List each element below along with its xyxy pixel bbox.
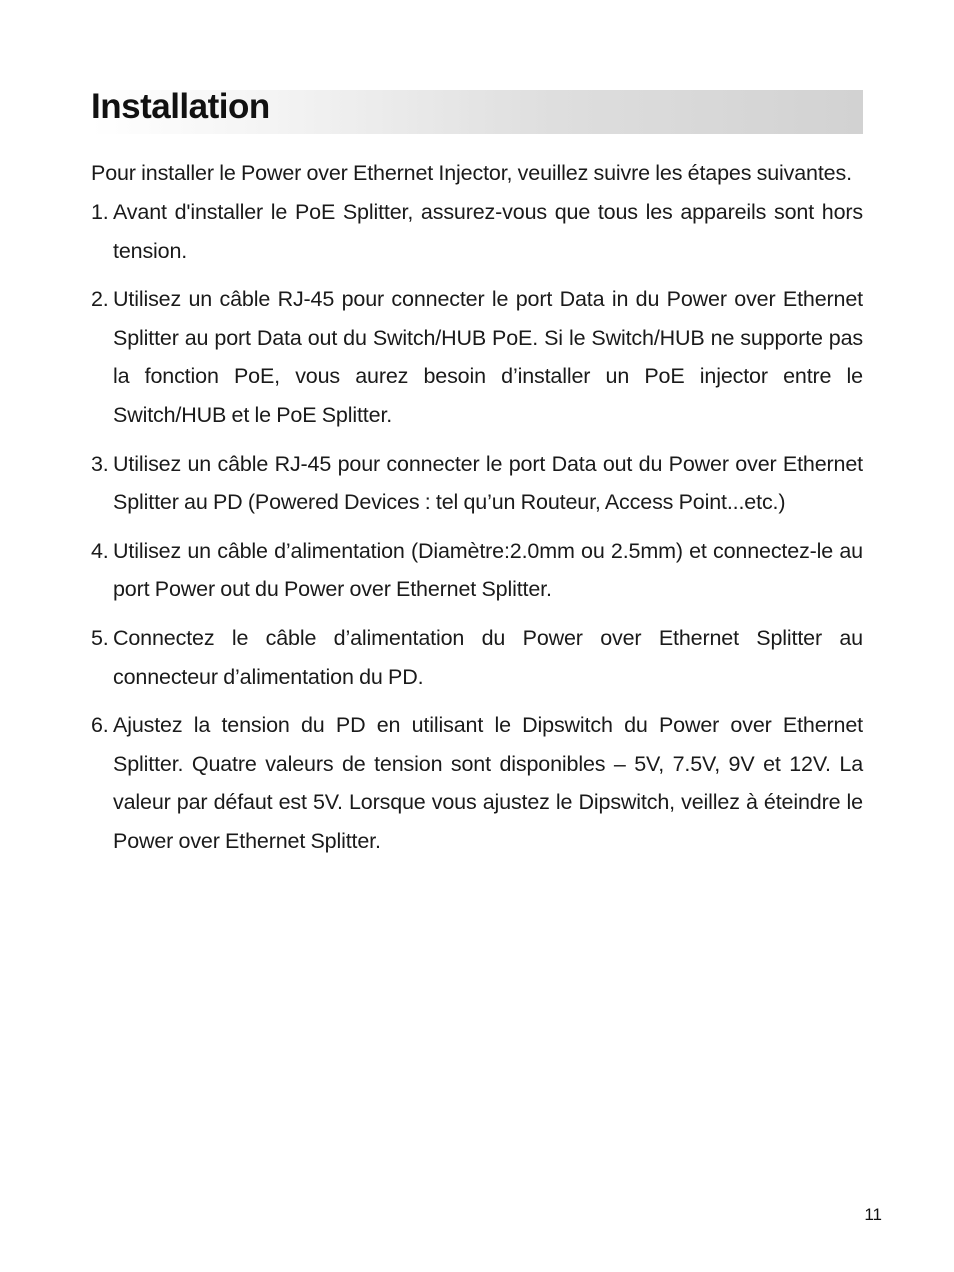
step-number: 2. (91, 286, 109, 311)
step-text: Ajustez la tension du PD en utilisant le Dipswitch du Power over Ethernet Splitter. Quatre valeurs de tension sont disponibles – 5V, 7.5V, 9V et 12V. La valeur par défaut est 5V. Lorsque vous ajustez le Dipswitch, veillez à éteindre le Power over Ethernet Splitter. (113, 712, 863, 854)
step-text: Avant d'installer le PoE Splitter, assurez-vous que tous les appareils sont hors tension. (113, 199, 863, 263)
main-content (91, 154, 863, 871)
page-title: Installation (91, 87, 270, 126)
step-item-6 (91, 706, 863, 861)
step-text: Utilisez un câble d’alimentation (Diamètre:2.0mm ou 2.5mm) et connectez-le au port Power out du Power over Ethernet Splitter. (113, 538, 863, 602)
step-number: 5. (91, 625, 109, 650)
step-item-5 (91, 619, 863, 697)
page-number: 11 (864, 1205, 882, 1224)
step-item-2 (91, 280, 863, 435)
step-number: 6. (91, 712, 109, 737)
section-title-bar (91, 87, 863, 134)
step-item-4 (91, 532, 863, 610)
step-number: 4. (91, 538, 109, 563)
step-number: 3. (91, 451, 109, 476)
step-text: Utilisez un câble RJ-45 pour connecter le port Data out du Power over Ethernet Splitter au PD (Powered Devices : tel qu’un Routeur, Access Point...etc.) (113, 451, 863, 515)
step-item-1 (91, 193, 863, 271)
step-text: Connectez le câble d’alimentation du Power over Ethernet Splitter au connecteur d’alimentation du PD. (113, 625, 863, 689)
step-number: 1. (91, 199, 109, 224)
step-text: Utilisez un câble RJ-45 pour connecter le port Data in du Power over Ethernet Splitter au port Data out du Switch/HUB PoE. Si le Switch/HUB ne supporte pas la fonction PoE, vous aurez besoin d’installer un PoE injector entre le Switch/HUB et le PoE Splitter. (113, 286, 863, 428)
intro-paragraph: Pour installer le Power over Ethernet Injector, veuillez suivre les étapes suivantes. (91, 161, 852, 185)
step-item-3 (91, 445, 863, 523)
